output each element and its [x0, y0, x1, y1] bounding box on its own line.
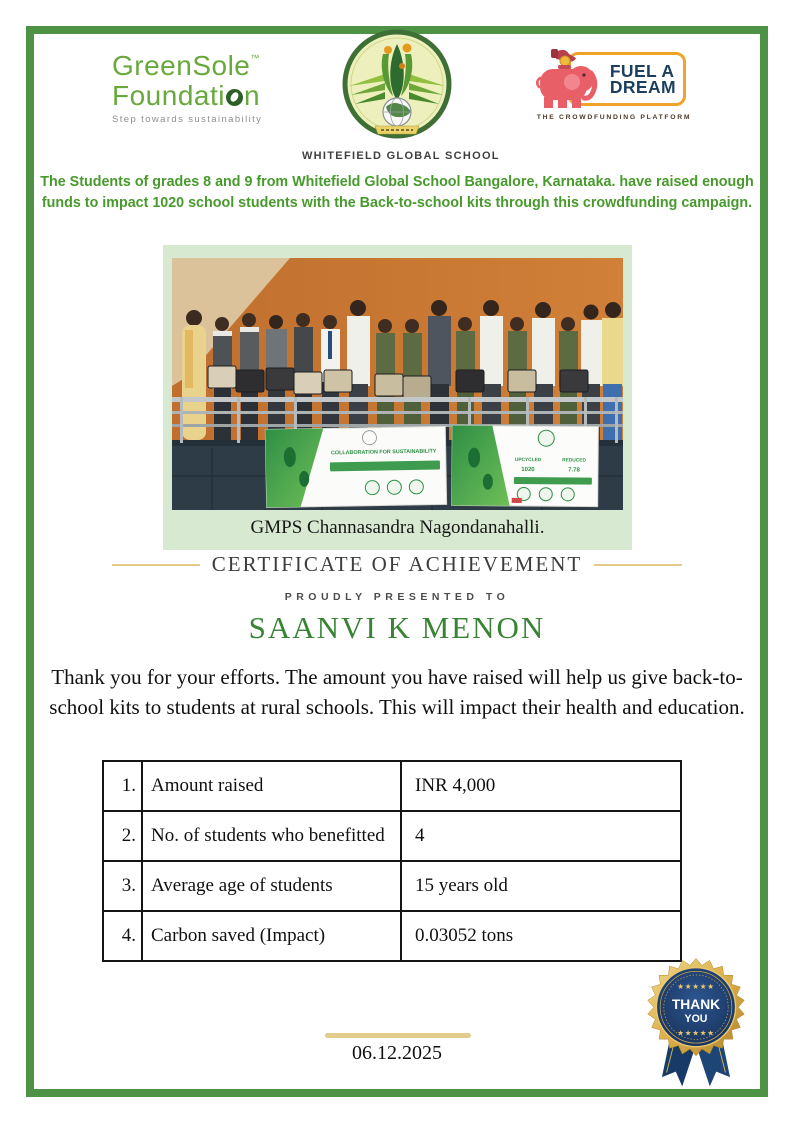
svg-text:COLLABORATION FOR SUSTAINABILI: COLLABORATION FOR SUSTAINABILITY [330, 448, 437, 457]
table-row [104, 910, 680, 960]
svg-text:★★★★★: ★★★★★ [677, 1028, 715, 1038]
group-photo-illustration [172, 258, 623, 510]
table-row [104, 860, 680, 910]
fuel-a-dream-logo [534, 44, 694, 128]
fad-wordmark: FUEL A DREAM [609, 60, 676, 97]
school-logo [302, 28, 500, 162]
recipient-name: SAANVI K MENON [248, 610, 546, 645]
svg-text:7.78: 7.78 [568, 467, 580, 474]
row-value: 15 years old [400, 862, 680, 910]
certificate-title: CERTIFICATE OF ACHIEVEMENT [211, 552, 583, 576]
svg-text:UPCYCLED: UPCYCLED [514, 457, 542, 464]
table-row [104, 810, 680, 860]
row-value: 4 [400, 812, 680, 860]
greensole-wordmark: GreenSole™ [112, 50, 260, 81]
row-label: Average age of students [141, 862, 400, 910]
photo-panel [163, 245, 632, 550]
row-number: 1. [121, 775, 136, 796]
thank-you-badge [636, 952, 756, 1090]
school-name: WHITEFIELD GLOBAL SCHOOL [302, 150, 500, 162]
svg-text:REDUCED: REDUCED [562, 458, 586, 464]
elephant-piggybank-icon [534, 44, 600, 114]
row-number: 4. [121, 925, 136, 946]
date-gold-rule [325, 1033, 471, 1038]
svg-text:★★★★★: ★★★★★ [677, 981, 715, 991]
row-number: 3. [121, 875, 136, 896]
row-number: 2. [121, 825, 136, 846]
banner-right [452, 425, 599, 506]
foundation-wordmark: F oundati n [112, 80, 261, 111]
banner-left [265, 426, 446, 507]
row-label: Amount raised [141, 762, 400, 810]
campaign-summary: The Students of grades 8 and 9 from Whitefield Global School Bangalore, Karnataka. have raised enough funds to impact 1020 school students with the Back-to-school kits through this crowdfunding campaign. [40, 174, 754, 212]
gold-rule-left [112, 564, 200, 566]
svg-text:YOU: YOU [684, 1012, 708, 1025]
school-emblem-icon [341, 28, 453, 140]
table-row [104, 762, 680, 810]
certificate-heading-row [112, 552, 682, 577]
greensole-foundation-logo [112, 52, 322, 125]
row-label: Carbon saved (Impact) [141, 912, 400, 960]
thank-you-seal-icon [636, 952, 756, 1090]
footprint-o-icon [226, 89, 243, 106]
row-value: 0.03052 tons [400, 912, 680, 960]
row-label: No. of students who benefitted [141, 812, 400, 860]
presented-to-label: PROUDLY PRESENTED TO [284, 591, 510, 603]
row-value: INR 4,000 [400, 762, 680, 810]
fad-tagline: THE CROWDFUNDING PLATFORM [536, 114, 692, 121]
date: 06.12.2025 [352, 1042, 442, 1064]
photo-caption: GMPS Channasandra Nagondanahalli. [250, 517, 545, 538]
svg-text:1020: 1020 [521, 466, 535, 474]
greensole-tagline: Step towards sustainability [112, 114, 263, 125]
impact-table [102, 760, 682, 962]
group-photo [172, 258, 623, 510]
svg-text:THANK: THANK [671, 997, 721, 1013]
trademark-symbol: ™ [250, 53, 260, 63]
gold-rule-right [594, 564, 682, 566]
thank-you-message: Thank you for your efforts. The amount you have raised will help us give back-to-school kits to students at rural schools. This will impact their health and education. [49, 665, 745, 720]
